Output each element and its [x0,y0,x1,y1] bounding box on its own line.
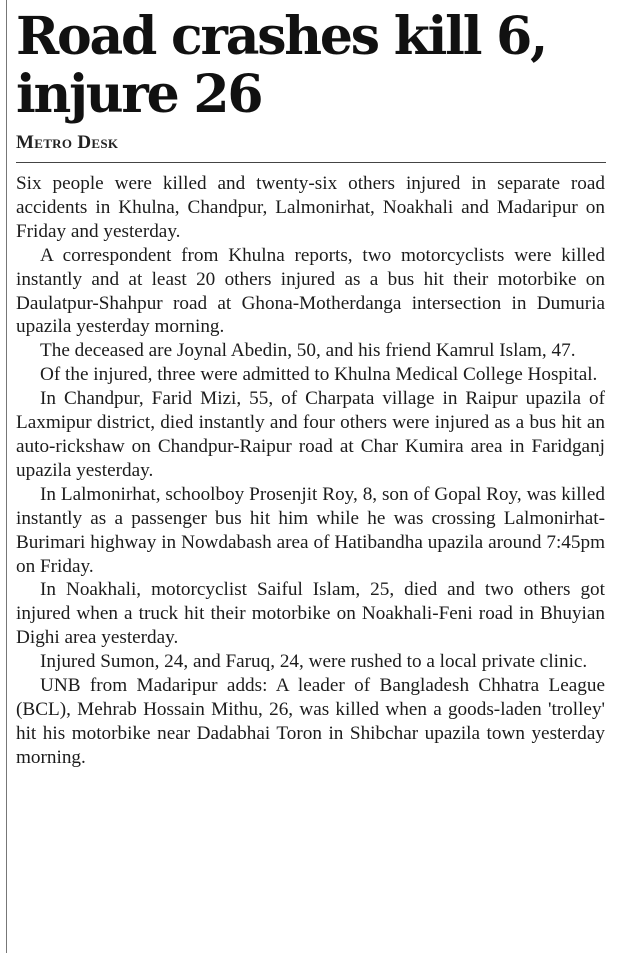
article-paragraph: A correspondent from Khulna reports, two motorcyclists were killed instantly and at least 20 others injured as a bus hit their motorbike on Daulatpur-Shahpur road at Ghona-Motherdanga intersection in Dumuria upazila yesterday morning. [16,244,605,338]
article-paragraph: UNB from Madaripur adds: A leader of Bangladesh Chhatra League (BCL), Mehrab Hossain Mithu, 26, was killed when a goods-laden 'trolley' hit his motorbike near Dadabhai Toron in Shibchar upazila town yesterday morning. [16,675,605,768]
article-paragraph: In Noakhali, motorcyclist Saiful Islam, 25, died and two others got injured when a truck hit their motorbike on Noakhali-Feni road in Bhuyian Dighi area yesterday. [16,579,605,649]
article-body [16,172,605,770]
headline: Road crashes kill 6, injure 26 [16,6,547,125]
article-paragraph: Injured Sumon, 24, and Faruq, 24, were rushed to a local private clinic. [40,651,588,673]
article-paragraph: In Chandpur, Farid Mizi, 55, of Charpata village in Raipur upazila of Laxmipur district, died instantly and four others were injured as a bus hit an auto-rickshaw on Chandpur-Raipur road at Char Kumira area in Faridganj upazila yesterday. [16,388,605,481]
article-paragraph: Six people were killed and twenty-six others injured in separate road accidents in Khulna, Chandpur, Lalmonirhat, Noakhali and Madaripur on Friday and yesterday. [16,173,605,242]
article-paragraph: In Lalmonirhat, schoolboy Prosenjit Roy, 8, son of Gopal Roy, was killed instantly as a passenger bus hit him while he was crossing Lalmonirhat-Burimari highway in Nowdabash area of Hatibandha upazila around 7:45pm on Friday. [16,483,605,577]
byline-divider [16,162,606,163]
byline: Metro Desk [16,132,119,153]
article-paragraph: The deceased are Joynal Abedin, 50, and his friend Kamrul Islam, 47. [40,340,576,362]
article-paragraph: Of the injured, three were admitted to Khulna Medical College Hospital. [40,364,598,386]
